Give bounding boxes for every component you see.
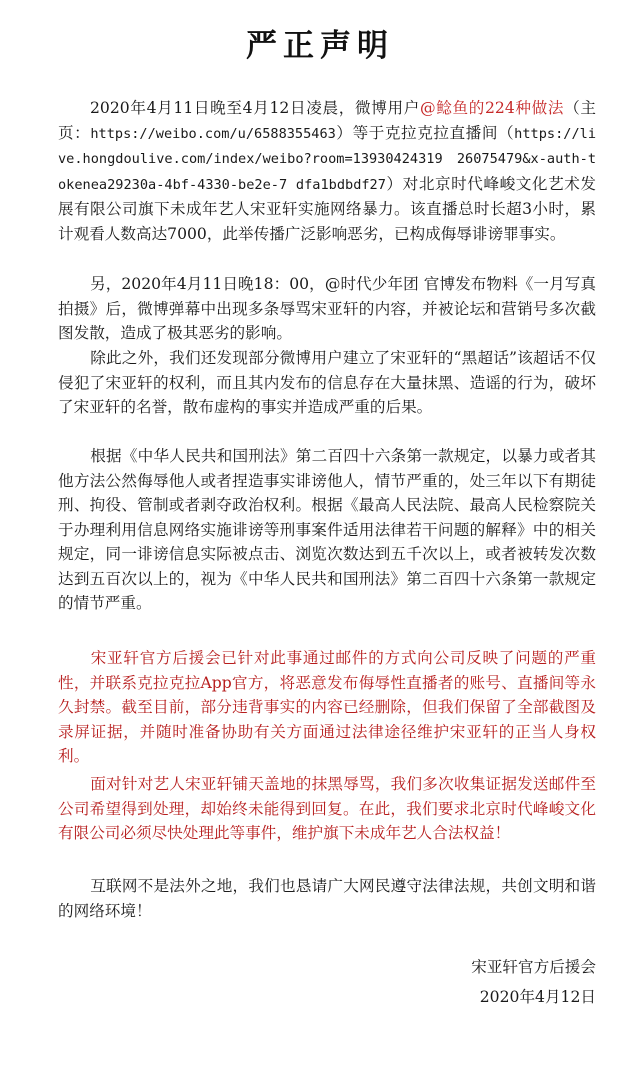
paragraph-black-topic (58, 346, 596, 420)
paragraph-demand (58, 772, 596, 846)
live-room-url[interactable]: https://live.hongdoulive.com/index/weibo?room=13930424319 26075479&x-auth-tokenea29230a-4bf-4330-be2e-7 dfa1bdbdf27 (58, 125, 596, 193)
incident-intro: 2020年4月11日晚至4月12日凌晨，微博用户 (90, 99, 420, 117)
page-title: 严正声明 (246, 28, 394, 64)
paragraph-weibo-comments (58, 272, 596, 346)
paragraph-incident (58, 96, 596, 246)
fanclub-action-text: 宋亚轩官方后援会已针对此事通过邮件的方式向公司反映了问题的严重性，并联系克拉克拉App官方，将恶意发布侮辱性直播者的账号、直播间等永久封禁。截至目前，部分违背事实的内容已经删除，但我们保留了全部截图及录屏证据，并随时准备协助有关方面通过法律途径维护宋亚轩的正当人身权利。 (58, 649, 596, 765)
appeal-text: 互联网不是法外之地，我们也恳请广大网民遵守法律法规，共创文明和谐的网络环境！ (58, 877, 596, 920)
black-topic-text: 除此之外，我们还发现部分微博用户建立了宋亚轩的“黑超话”该超话不仅侵犯了宋亚轩的权利，而且其内发布的信息存在大量抹黑、造谣的行为，破坏了宋亚轩的名誉，散布虚构的事实并造成严重的后果。 (58, 349, 596, 416)
legal-basis-text: 根据《中华人民共和国刑法》第二百四十六条第一款规定，以暴力或者其他方法公然侮辱他人或者捏造事实诽谤他人，情节严重的，处三年以下有期徒刑、拘役、管制或者剥夺政治权利。根据《最高人民法院、最高人民检察院关于办理利用信息网络实施诽谤等刑事案件适用法律若干问题的解释》中的相关规定，同一诽谤信息实际被点击、浏览次数达到五千次以上，或者被转发次数达到五百次以上的，视为《中华人民共和国刑法》第二百四十六条第一款规定的情节严重。 (58, 447, 596, 612)
signature-org: 宋亚轩官方后援会 (471, 958, 596, 976)
homepage-prefix: （主页： (58, 99, 596, 142)
weibo-homepage-url[interactable]: https://weibo.com/u/6588355463 (90, 125, 336, 142)
paragraph-legal-basis (58, 444, 596, 616)
weibo-comments-text: 另，2020年4月11日晚18：00，@时代少年团 官博发布物料《一月写真拍摄》后，微博弹幕中出现多条辱骂宋亚轩的内容，并被论坛和营销号多次截图发散，造成了极其恶劣的影响。 (58, 275, 596, 342)
paragraph-appeal (58, 874, 596, 923)
paragraph-fanclub-action (58, 646, 596, 769)
demand-text: 面对针对艺人宋亚轩铺天盖地的抹黑辱骂，我们多次收集证据发送邮件至公司希望得到处理，却始终未能得到回复。在此，我们要求北京时代峰峻文化有限公司必须尽快处理此等事件，维护旗下未成年艺人合法权益！ (58, 775, 596, 842)
incident-body: ）对北京时代峰峻文化艺术发展有限公司旗下未成年艺人宋亚轩实施网络暴力。该直播总时长超3小时，累计观看人数高达7000，此举传播广泛影响恶劣，已构成侮辱诽谤罪事实。 (58, 174, 596, 243)
weibo-user-handle[interactable]: @鲶鱼的224种做法 (419, 99, 565, 117)
live-room-prefix: ）等于克拉克拉直播间（ (335, 123, 515, 142)
signature-date: 2020年4月12日 (479, 988, 596, 1006)
